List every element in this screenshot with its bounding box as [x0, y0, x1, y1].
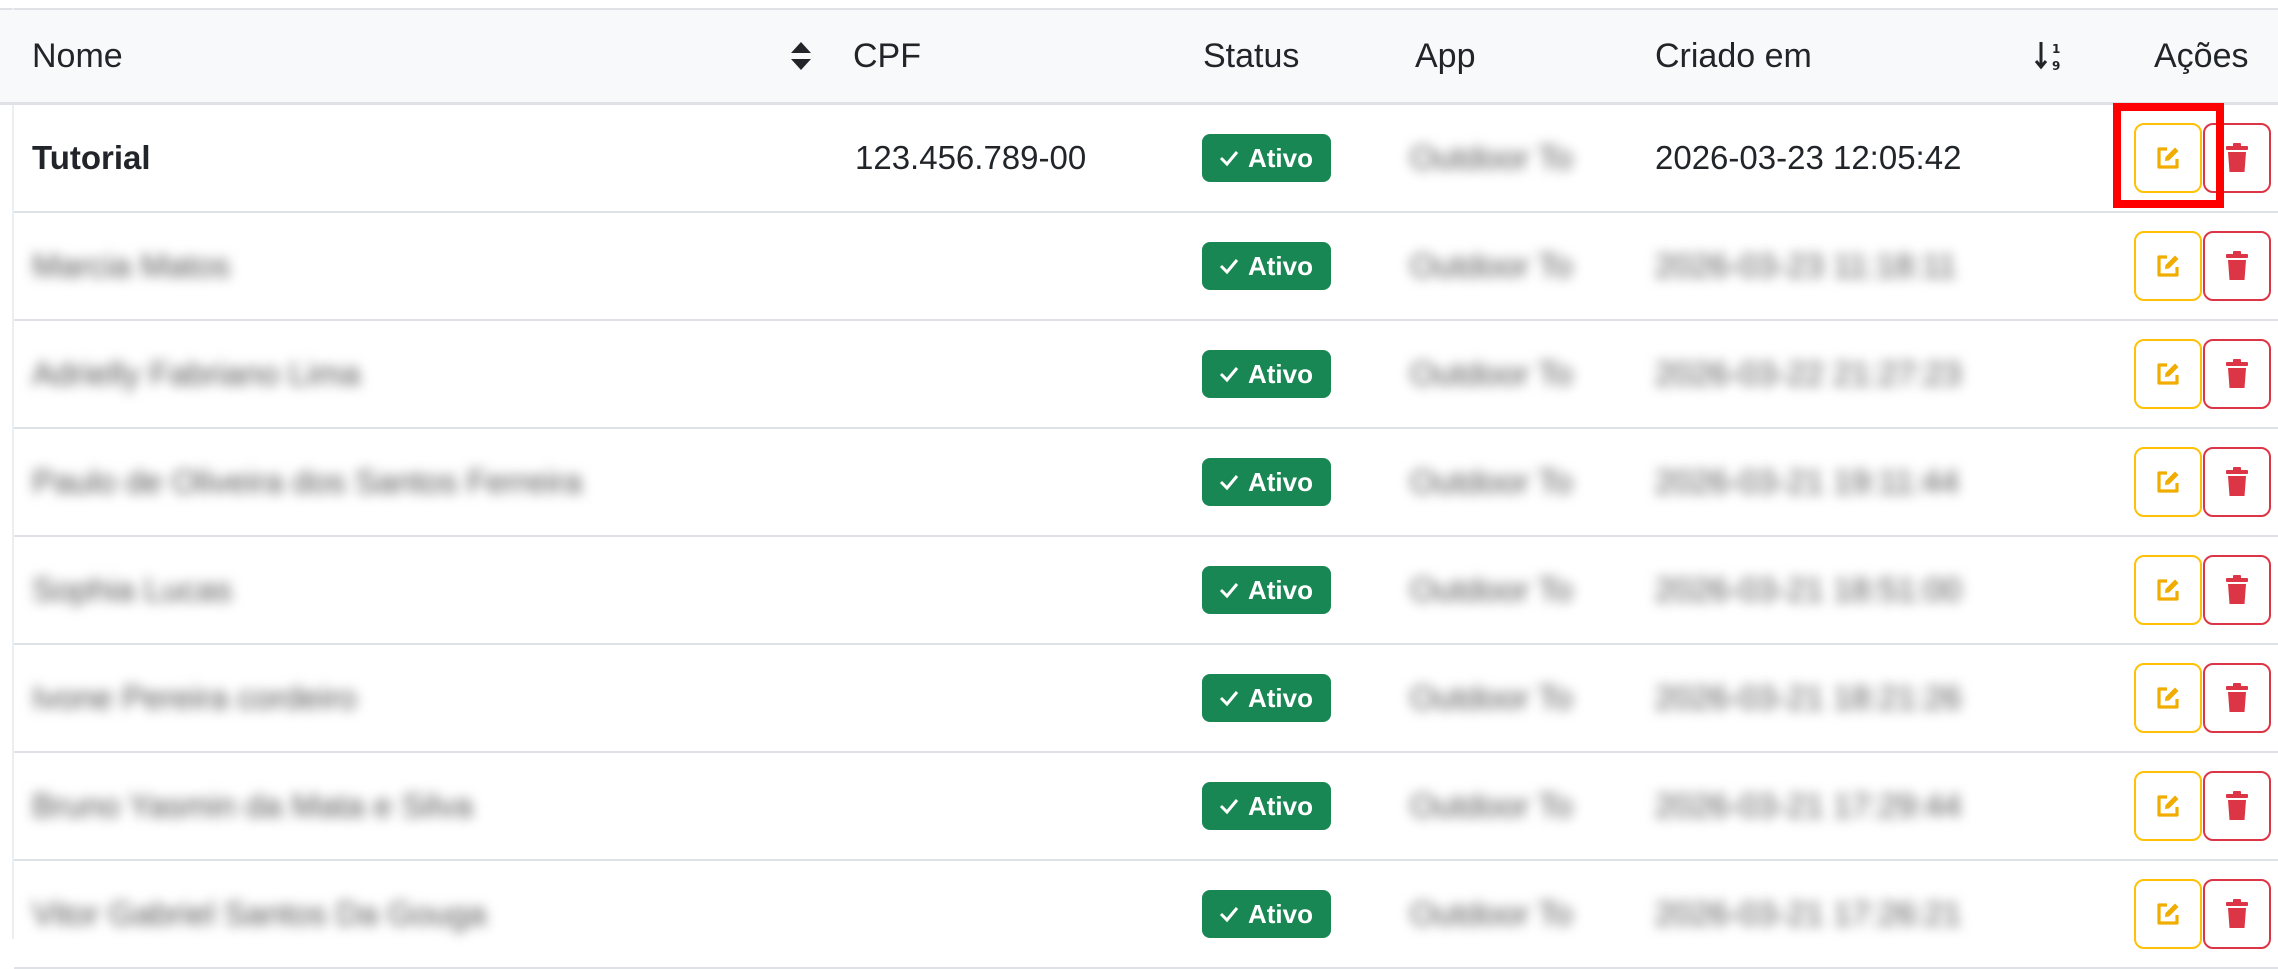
delete-button[interactable]: [2203, 231, 2271, 301]
check-icon: [1218, 579, 1240, 601]
sort-updown-icon[interactable]: [786, 10, 816, 102]
cell-status: [1202, 537, 1331, 643]
trash-icon: [2225, 575, 2249, 605]
status-badge: [1202, 134, 1331, 182]
sort-desc-numeric-icon[interactable]: [2032, 10, 2072, 102]
trash-icon: [2225, 791, 2249, 821]
cell-app: Outdoor To: [1410, 679, 1573, 716]
edit-button[interactable]: [2134, 555, 2202, 625]
table-row: [14, 861, 2278, 969]
table-row: [14, 537, 2278, 645]
cell-status: [1202, 645, 1331, 751]
cell-criado-em: 2026-03-22 21:27:23: [1655, 355, 1962, 392]
cell-criado-em: 2026-03-23 11:18:11: [1655, 247, 1957, 284]
svg-text:1: 1: [2052, 42, 2061, 56]
edit-icon: [2153, 467, 2183, 497]
cell-criado-em: 2026-03-21 17:29:44: [1655, 787, 1962, 824]
table-row: [14, 105, 2278, 213]
edit-button[interactable]: [2134, 123, 2202, 193]
edit-button[interactable]: [2134, 231, 2202, 301]
cell-status: [1202, 105, 1331, 211]
cell-app: Outdoor To: [1410, 139, 1573, 176]
edit-icon: [2153, 251, 2183, 281]
trash-icon: [2225, 899, 2249, 929]
delete-button[interactable]: [2203, 771, 2271, 841]
header-app[interactable]: App: [1415, 37, 1476, 75]
edit-button[interactable]: [2134, 771, 2202, 841]
cell-app: Outdoor To: [1410, 571, 1573, 608]
status-label: Ativo: [1248, 574, 1313, 605]
trash-icon: [2225, 467, 2249, 497]
cell-name: Vitor Gabriel Santos Da Gouga: [32, 895, 487, 932]
cell-status: [1202, 753, 1331, 859]
check-icon: [1218, 795, 1240, 817]
cell-app: Outdoor To: [1410, 787, 1573, 824]
cell-criado-em: 2026-03-21 19:11:44: [1655, 463, 1959, 500]
edit-button[interactable]: [2134, 339, 2202, 409]
cell-name: Paulo de Oliveira dos Santos Ferreira: [32, 463, 583, 500]
status-label: Ativo: [1248, 250, 1313, 281]
header-cpf[interactable]: CPF: [853, 37, 921, 75]
status-label: Ativo: [1248, 358, 1313, 389]
status-badge: [1202, 782, 1331, 830]
table-row: [14, 645, 2278, 753]
svg-text:9: 9: [2052, 59, 2061, 73]
status-label: Ativo: [1248, 142, 1313, 173]
cell-name: Tutorial: [32, 139, 151, 176]
check-icon: [1218, 147, 1240, 169]
cell-app: Outdoor To: [1410, 895, 1573, 932]
status-badge: [1202, 674, 1331, 722]
delete-button[interactable]: [2203, 447, 2271, 517]
check-icon: [1218, 471, 1240, 493]
status-badge: [1202, 242, 1331, 290]
cell-criado-em: 2026-03-21 17:26:21: [1655, 895, 1962, 932]
edit-icon: [2153, 899, 2183, 929]
header-criado-em[interactable]: Criado em: [1655, 37, 1812, 75]
cell-name: Marcia Matos: [32, 247, 231, 284]
cell-app: Outdoor To: [1410, 247, 1573, 284]
cell-name: Adrielly Fabriano Lima: [32, 355, 361, 392]
trash-icon: [2225, 683, 2249, 713]
cell-criado-em: 2026-03-21 18:51:00: [1655, 571, 1962, 608]
header-nome[interactable]: Nome: [32, 37, 123, 75]
delete-button[interactable]: [2203, 339, 2271, 409]
check-icon: [1218, 903, 1240, 925]
edit-icon: [2153, 791, 2183, 821]
trash-icon: [2225, 143, 2249, 173]
check-icon: [1218, 363, 1240, 385]
trash-icon: [2225, 251, 2249, 281]
delete-button[interactable]: [2203, 555, 2271, 625]
header-acoes: Ações: [2154, 37, 2249, 75]
edit-button[interactable]: [2134, 447, 2202, 517]
cell-status: [1202, 213, 1331, 319]
cell-cpf: 123.456.789-00: [855, 139, 1087, 176]
header-status[interactable]: Status: [1203, 37, 1300, 75]
cell-status: [1202, 321, 1331, 427]
cell-app: Outdoor To: [1410, 355, 1573, 392]
cell-criado-em: 2026-03-23 12:05:42: [1655, 139, 1962, 176]
status-badge: [1202, 890, 1331, 938]
cell-app: Outdoor To: [1410, 463, 1573, 500]
cell-name: Sophia Lucas: [32, 571, 232, 608]
delete-button[interactable]: [2203, 663, 2271, 733]
status-label: Ativo: [1248, 898, 1313, 929]
cell-status: [1202, 861, 1331, 967]
edit-icon: [2153, 359, 2183, 389]
trash-icon: [2225, 359, 2249, 389]
table-row: [14, 753, 2278, 861]
table-row: [14, 213, 2278, 321]
table-header: [0, 10, 2278, 105]
table-row: [14, 321, 2278, 429]
cell-criado-em: 2026-03-21 18:21:26: [1655, 679, 1962, 716]
cell-name: Ivone Pereira cordeiro: [32, 679, 357, 716]
status-badge: [1202, 350, 1331, 398]
edit-button[interactable]: [2134, 663, 2202, 733]
check-icon: [1218, 687, 1240, 709]
status-badge: [1202, 458, 1331, 506]
check-icon: [1218, 255, 1240, 277]
edit-icon: [2153, 683, 2183, 713]
edit-icon: [2153, 575, 2183, 605]
status-label: Ativo: [1248, 682, 1313, 713]
status-label: Ativo: [1248, 466, 1313, 497]
cell-name: Bruno Yasmin da Mata e Silva: [32, 787, 473, 824]
cell-status: [1202, 429, 1331, 535]
delete-button[interactable]: [2203, 123, 2271, 193]
table-row: [14, 429, 2278, 537]
status-badge: [1202, 566, 1331, 614]
status-label: Ativo: [1248, 790, 1313, 821]
edit-icon: [2153, 143, 2183, 173]
